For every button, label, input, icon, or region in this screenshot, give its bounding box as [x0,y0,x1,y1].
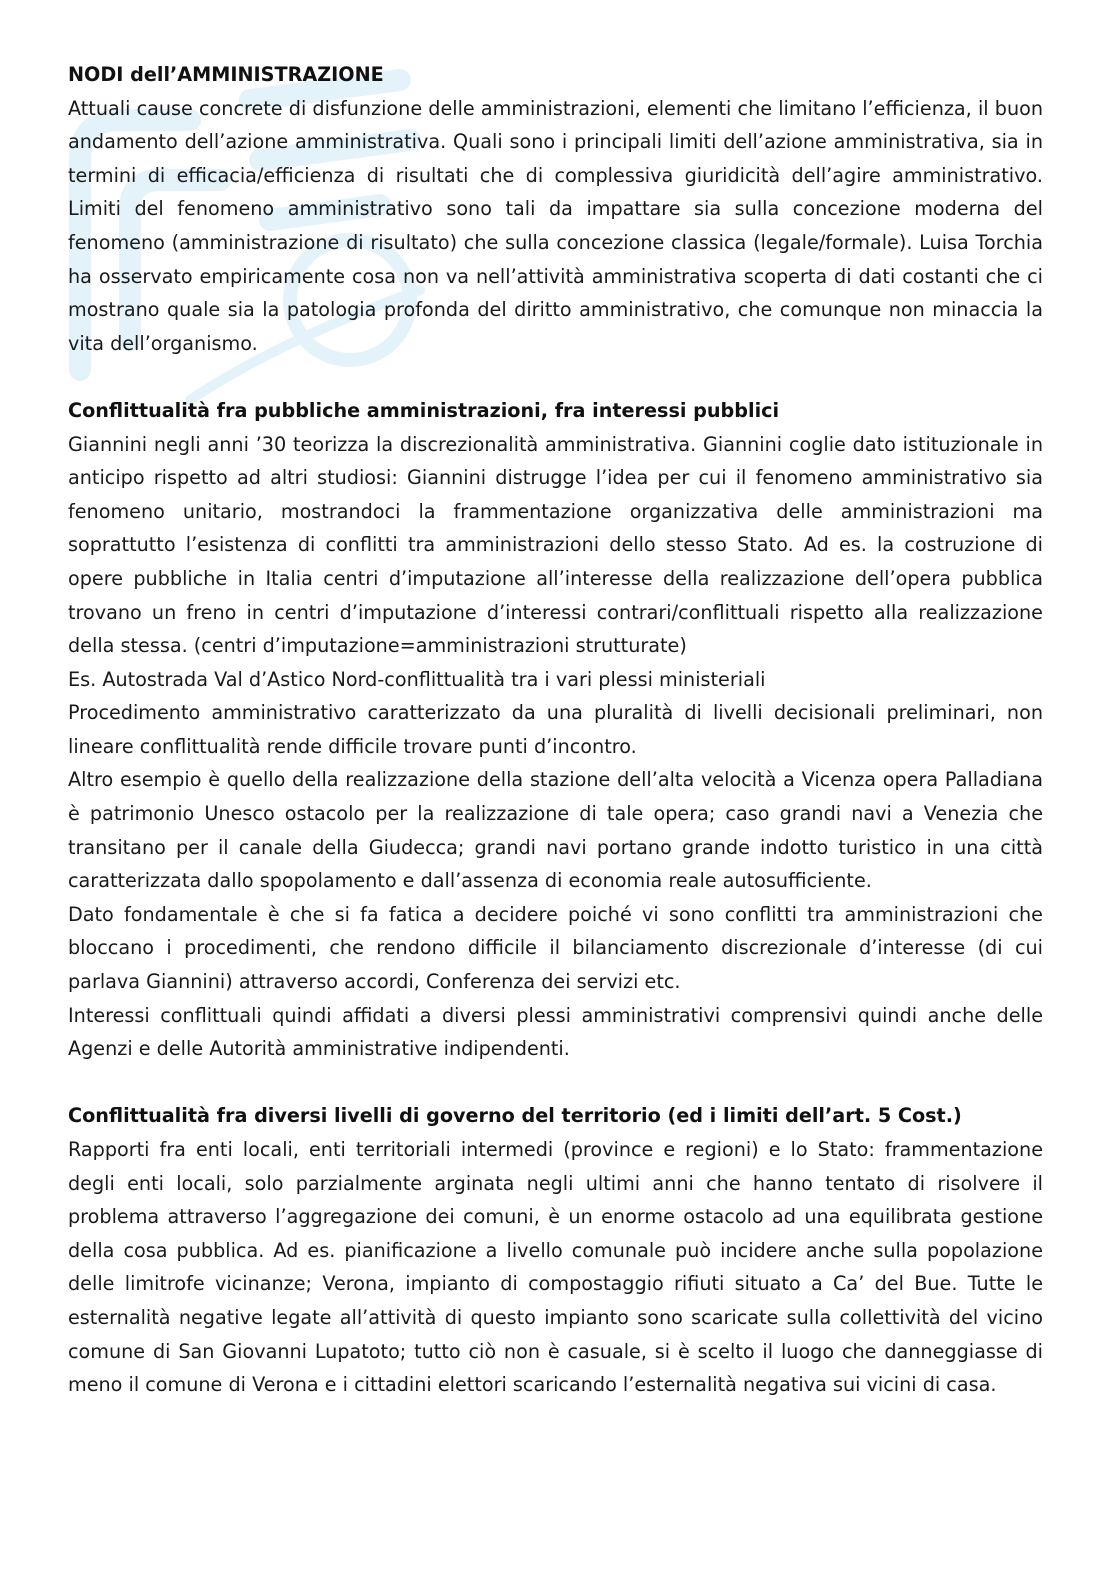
paragraph: Attuali cause concrete di disfunzione delle amministrazioni, elementi che limitano l’efficienza, il buon andamento dell’azione amministrativa. Quali sono i principali limiti dell’azione amministrativa, sia in termini di efficacia/efficienza di risultati che di complessiva giuridicità dell’agire amministrativo. Limiti del fenomeno amministrativo sono tali da impattare sia sulla concezione moderna del fenomeno (amministrazione di risultato) che sulla concezione classica (legale/formale). Luisa Torchia ha osservato empiricamente cosa non va nell’attività amministrativa scoperta di dati costanti che ci mostrano quale sia la patologia profonda del diritto amministrativo, che comunque non minaccia la vita dell’organismo. [68,96,1043,355]
section-conflittualita-pa [68,394,1043,1066]
paragraph: Es. Autostrada Val d’Astico Nord-conflittualità tra i vari plessi ministeriali [68,667,766,691]
document-page [68,58,1043,1402]
spacer [68,360,1043,394]
section-title: NODI dell’AMMINISTRAZIONE [68,63,384,86]
section-livelli-governo [68,1099,1043,1401]
section-title: Conflittualità fra diversi livelli di governo del territorio (ed i limiti dell’art. 5 Cost.) [68,1104,962,1128]
paragraph: Altro esempio è quello della realizzazione della stazione dell’alta velocità a Vicenza opera Palladiana è patrimonio Unesco ostacolo per la realizzazione di tale opera; caso grandi navi a Venezia che transitano per il canale della Giudecca; grandi navi portano grande indotto turistico in una città caratterizzata dallo spopolamento e dall’assenza di economia reale autosufficiente. [68,768,1043,893]
section-nodi [68,58,1043,360]
paragraph: Giannini negli anni ’30 teorizza la discrezionalità amministrativa. Giannini coglie dato istituzionale in anticipo rispetto ad altri studiosi: Giannini distrugge l’idea per cui il fenomeno amministrativo sia fenomeno unitario, mostrandoci la frammentazione organizzativa delle amministrazioni ma soprattutto l’esistenza di conflitti tra amministrazioni dello stesso Stato. Ad es. la costruzione di opere pubbliche in Italia centri d’imputazione all’interesse della realizzazione dell’opera pubblica trovano un freno in centri d’imputazione d’interessi contrari/conflittuali rispetto alla realizzazione della stessa. (centri d’imputazione=amministrazioni strutturate) [68,432,1043,658]
paragraph: Rapporti fra enti locali, enti territoriali intermedi (province e regioni) e lo Stato: frammentazione degli enti locali, solo parzialmente arginata negli ultimi anni che hanno tentato di risolvere il problema attraverso l’aggregazione dei comuni, è un enorme ostacolo ad una equilibrata gestione della cosa pubblica. Ad es. pianificazione a livello comunale può incidere anche sulla popolazione delle limitrofe vicinanze; Verona, impianto di compostaggio rifiuti situato a Ca’ del Bue. Tutte le esternalità negative legate all’attività di questo impianto sono scaricate sulla collettività del vicino comune di San Giovanni Lupatoto; tutto ciò non è casuale, si è scelto il luogo che danneggiasse di meno il comune di Verona e i cittadini elettori scaricando l’esternalità negativa sui vicini di casa. [68,1138,1043,1397]
paragraph: Dato fondamentale è che si fa fatica a decidere poiché vi sono conflitti tra amministrazioni che bloccano i procedimenti, che rendono difficile il bilanciamento discrezionale d’interesse (di cui parlava Giannini) attraverso accordi, Conferenza dei servizi etc. [68,902,1043,994]
paragraph: Procedimento amministrativo caratterizzato da una pluralità di livelli decisionali preliminari, non lineare conflittualità rende difficile trovare punti d’incontro. [68,701,1043,758]
section-title: Conflittualità fra pubbliche amministrazioni, fra interessi pubblici [68,398,780,422]
spacer [68,1066,1043,1100]
paragraph: Interessi conflittuali quindi affidati a diversi plessi amministrativi comprensivi quindi anche delle Agenzi e delle Autorità amministrative indipendenti. [68,1003,1043,1061]
